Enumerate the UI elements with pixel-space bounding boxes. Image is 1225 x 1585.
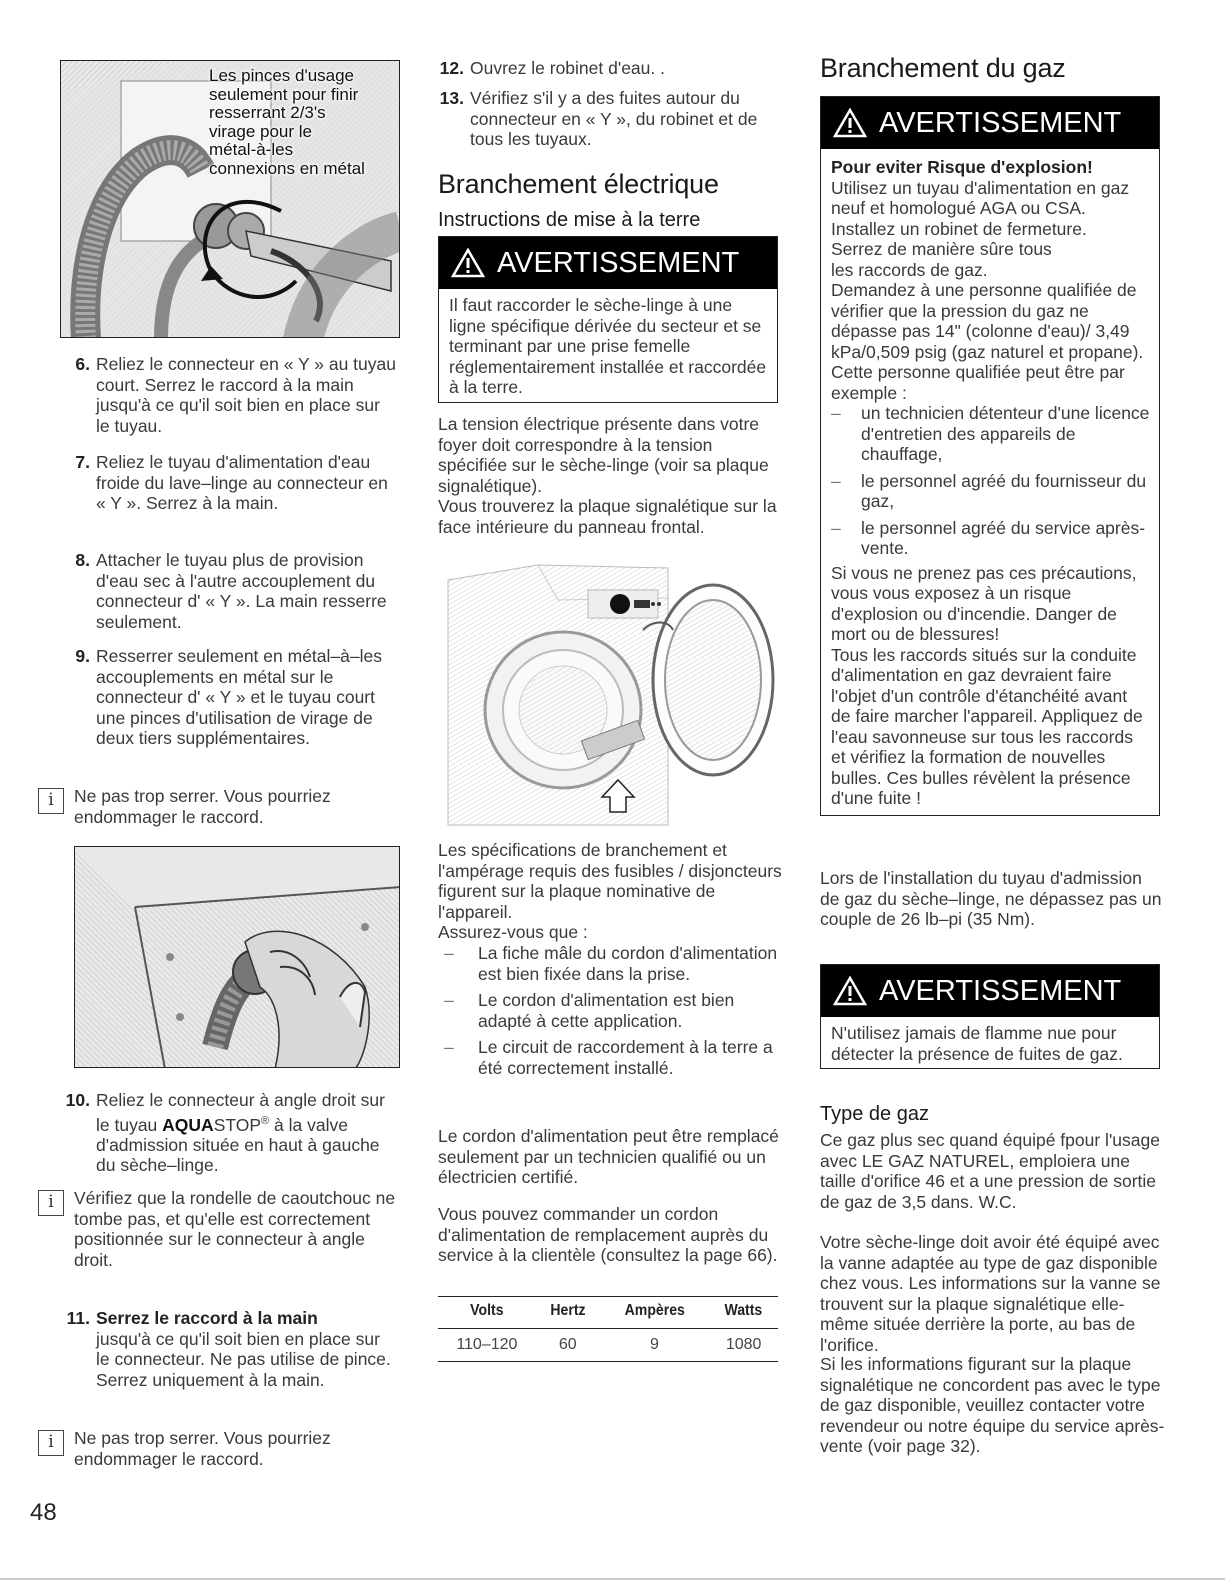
paragraph-order-cord: Vous pouvez commander un cordon d'alimentation de remplacement auprès du service à la clientèle (consultez la page 66). <box>438 1204 778 1265</box>
page-bottom-rule <box>0 1578 1225 1580</box>
paragraph-rating-plate: Vous trouverez la plaque signalétique sur la face intérieure du panneau frontal. <box>438 496 777 537</box>
figure-angle-connector <box>74 846 400 1068</box>
registered-mark: ® <box>261 1114 270 1127</box>
section-heading-gas: Branchement du gaz <box>820 53 1066 83</box>
warning-triangle-icon <box>833 976 867 1006</box>
page-number: 48 <box>30 1499 57 1526</box>
warning-bold-text: Pour eviter Risque d'explosion! <box>831 157 1093 177</box>
warning-box-grounding <box>438 236 778 403</box>
subheading-gas-type: Type de gaz <box>820 1103 929 1125</box>
step-text <box>96 1090 398 1176</box>
step-number: 12. <box>439 58 464 78</box>
paragraph-contact: Si les informations figurant sur la plaque signalétique ne concordent pas avec le type de gaz disponible, veuillez contacter votre revendeur ou notre équipe du service après-vente (voir page 32). <box>820 1354 1165 1456</box>
warning-box-flame <box>820 964 1160 1069</box>
callout-line: métal-à-les <box>209 140 294 159</box>
paragraph-voltage: La tension électrique présente dans votre foyer doit correspondre à la tension spécifiée sur le sèche-linge (voir sa plaque signalétique). <box>438 414 769 496</box>
dash-bullet: – <box>444 943 454 963</box>
table-cell: 110–120 <box>438 1328 536 1362</box>
callout-line: seulement pour finir <box>209 84 359 104</box>
list-item-text: le personnel agréé du service après-vente. <box>861 517 1146 558</box>
brand-name-rest: STOP <box>213 1114 262 1135</box>
note-text: Vérifiez que la rondelle de caoutchouc ne tombe pas, et qu'elle est correctement positionnée sur le connecteur à angle droit. <box>74 1188 396 1270</box>
step-11 <box>58 1308 398 1390</box>
warning-header <box>439 237 777 289</box>
note-text: Ne pas trop serrer. Vous pourriez endommager le raccord. <box>74 1428 331 1469</box>
warning-header <box>821 97 1159 149</box>
list-item-text: le personnel agréé du fournisseur du gaz, <box>861 470 1147 511</box>
list-item <box>831 403 1151 465</box>
step-text: Ouvrez le robinet d'eau. . <box>470 58 665 78</box>
warning-triangle-icon <box>833 108 867 138</box>
note-overtighten-1 <box>38 786 398 827</box>
step-text-part: Reliez le connecteur à angle droit sur le tuyau <box>96 1090 385 1135</box>
step-text: Reliez le connecteur en « Y » au tuyau court. Serrez le raccord à la main jusqu'à ce qu'il soit bien en place sur le tuyau. <box>96 354 396 436</box>
table-header-cell: Ampères <box>606 1297 702 1329</box>
paragraph-ensure: Assurez-vous que : <box>438 922 588 942</box>
figure-illustration <box>438 560 783 830</box>
step-text <box>96 1308 398 1390</box>
warning-text: N'utilisez jamais de flamme nue pour détecter la présence de fuites de gaz. <box>831 1023 1123 1064</box>
figure-dryer-open-door <box>438 560 783 830</box>
step-text: Attacher le tuyau plus de provision d'eau sec à l'autre accouplement du connecteur d' « Y ». La main resserre seulement. <box>96 550 387 632</box>
step-6 <box>58 354 398 436</box>
table-header-cell: Watts <box>713 1297 773 1329</box>
subheading-grounding: Instructions de mise à la terre <box>438 209 701 231</box>
brand-name-bold: AQUA <box>162 1114 214 1135</box>
section-heading-electrical: Branchement électrique <box>438 169 719 199</box>
step-10 <box>58 1090 398 1176</box>
table-header-cell: Hertz <box>540 1297 596 1329</box>
step-9 <box>58 646 398 749</box>
step-text: Vérifiez s'il y a des fuites autour du connecteur en « Y », du robinet et de tous les tuyaux. <box>470 88 758 149</box>
warning-text: Utilisez un tuyau d'alimentation en gaz neuf et homologué AGA ou CSA. Installez un robinet de fermeture. Serrez de manière sûre tous les raccords de gaz. Demandez à une personne qualifiée de vérifier que la pression du gaz ne dépasse pas 14" (colonne d'eau)/ 3,49 kPa/0,509 psig (gaz naturel et propane). Cette personne qualifiée peut être par exemple : <box>831 177 1144 403</box>
dash-bullet: – <box>831 470 841 491</box>
table-cell: 60 <box>536 1328 600 1362</box>
warning-title: AVERTISSEMENT <box>879 107 1122 139</box>
note-washer-seal <box>38 1188 398 1270</box>
step-number: 11. <box>66 1308 90 1328</box>
list-item <box>438 1037 783 1078</box>
table-header-row <box>438 1297 778 1329</box>
list-item <box>438 943 783 984</box>
callout-line: connexions en métal <box>209 158 365 178</box>
note-overtighten-2 <box>38 1428 398 1469</box>
step-number: 13. <box>439 88 464 108</box>
step-body: jusqu'à ce qu'il soit bien en place sur le connecteur. Ne pas utilise de pince. Serrez uniquement à la main. <box>96 1328 391 1390</box>
warning-text: Il faut raccorder le sèche-linge à une ligne spécifique dérivée du secteur et se terminant par une prise femelle réglementairement installée et raccordée à la terre. <box>449 295 767 397</box>
warning-body <box>821 149 1159 815</box>
warning-bold-line <box>831 157 1151 178</box>
step-text: Reliez le tuyau d'alimentation d'eau froide du lave–linge au connecteur en « Y ». Serrez à la main. <box>96 452 388 513</box>
warning-header <box>821 965 1159 1017</box>
step-number: 6. <box>75 354 90 374</box>
list-item-text: Le circuit de raccordement à la terre a été correctement installé. <box>478 1037 773 1078</box>
step-number: 10. <box>65 1090 90 1110</box>
callout-line: resserrant 2/3's <box>209 103 326 122</box>
paragraph-valve: Votre sèche-linge doit avoir été équipé avec la vanne adaptée au type de gaz disponible chez vous. Les informations sur la vanne se trouvent sur la plaque signalétique elle-même située derrière la porte, au bas de l'orifice. <box>820 1232 1161 1355</box>
warning-tail-text: Si vous ne prenez pas ces précautions, vous vous exposez à un risque d'explosion ou d'incendie. Danger de mort ou de blessures! Tous les raccords situés sur la conduite d'alimentation en gaz devraient faire l'objet d'un contrôle d'étanchéité avant de faire marcher l'appareil. Appliquez de l'eau savonneuse sur tous les raccords et vérifiez la formation de nouvelles bulles. Ces bulles révèlent la présence d'une fuite ! <box>831 562 1143 808</box>
step-text: Resserrer seulement en métal–à–les accouplements en métal sur le connecteur d' « Y » et le tuyau court une pinces d'utilisation de virage de deux tiers supplémentaires. <box>96 646 382 748</box>
step-number: 9. <box>75 646 90 666</box>
list-item <box>831 518 1151 559</box>
list-item-text: Le cordon d'alimentation est bien adapté à cette application. <box>478 990 735 1031</box>
dash-bullet: – <box>831 403 841 423</box>
table-row <box>438 1328 778 1362</box>
step-text-part: à la valve d'admission située en haut à gauche du sèche–linge. <box>96 1114 380 1176</box>
info-icon: i <box>38 1430 64 1456</box>
paragraph-torque: Lors de l'installation du tuyau d'admission de gaz du sèche–linge, ne dépassez pas un couple de 26 lb–pi (35 Nm). <box>820 868 1162 929</box>
warning-box-explosion <box>820 96 1160 816</box>
step-title: Serrez le raccord à la main <box>96 1308 318 1328</box>
paragraph-cord-replace: Le cordon d'alimentation peut être remplacé seulement par un technicien qualifié ou un électricien certifié. <box>438 1126 779 1187</box>
paragraph-natural-gas: Ce gaz plus sec quand équipé fpour l'usage avec LE GAZ NATUREL, emploiera une taille d'orifice 46 et a une pression de sortie de gaz de 3,5 dans. W.C. <box>820 1130 1160 1212</box>
list-item <box>438 990 783 1031</box>
step-number: 7. <box>75 452 90 472</box>
warning-title: AVERTISSEMENT <box>497 247 740 279</box>
list-item <box>831 471 1151 512</box>
step-12 <box>432 58 777 79</box>
table-cell: 1080 <box>709 1328 778 1362</box>
info-icon: i <box>38 788 64 814</box>
callout-line: Les pinces d'usage <box>209 66 355 85</box>
table-cell: 9 <box>600 1328 710 1362</box>
warning-list <box>831 403 1151 559</box>
note-text: Ne pas trop serrer. Vous pourriez endommager le raccord. <box>74 786 331 827</box>
dash-bullet: – <box>444 1037 454 1057</box>
step-8 <box>58 550 398 632</box>
figure-y-connector-pliers <box>60 60 400 338</box>
table-header-cell: Volts <box>444 1297 530 1329</box>
list-item-text: un technicien détenteur d'une licence d'entretien des appareils de chauffage, <box>861 403 1150 464</box>
paragraph-specs: Les spécifications de branchement et l'ampérage requis des fusibles / disjoncteurs figurent sur la plaque nominative de l'appareil. <box>438 840 782 922</box>
figure-callout <box>209 67 399 178</box>
callout-line: virage pour le <box>209 121 313 141</box>
warning-triangle-icon <box>451 248 485 278</box>
step-7 <box>58 452 398 514</box>
dash-bullet: – <box>831 517 841 538</box>
dash-bullet: – <box>444 990 454 1010</box>
checklist-electrical <box>438 943 783 1078</box>
info-icon: i <box>38 1190 64 1216</box>
figure-illustration <box>75 847 400 1068</box>
list-item-text: La fiche mâle du cordon d'alimentation est bien fixée dans la prise. <box>478 943 778 984</box>
electrical-spec-table <box>438 1296 778 1362</box>
step-number: 8. <box>75 550 90 570</box>
warning-title: AVERTISSEMENT <box>879 975 1122 1007</box>
step-13 <box>432 88 777 150</box>
